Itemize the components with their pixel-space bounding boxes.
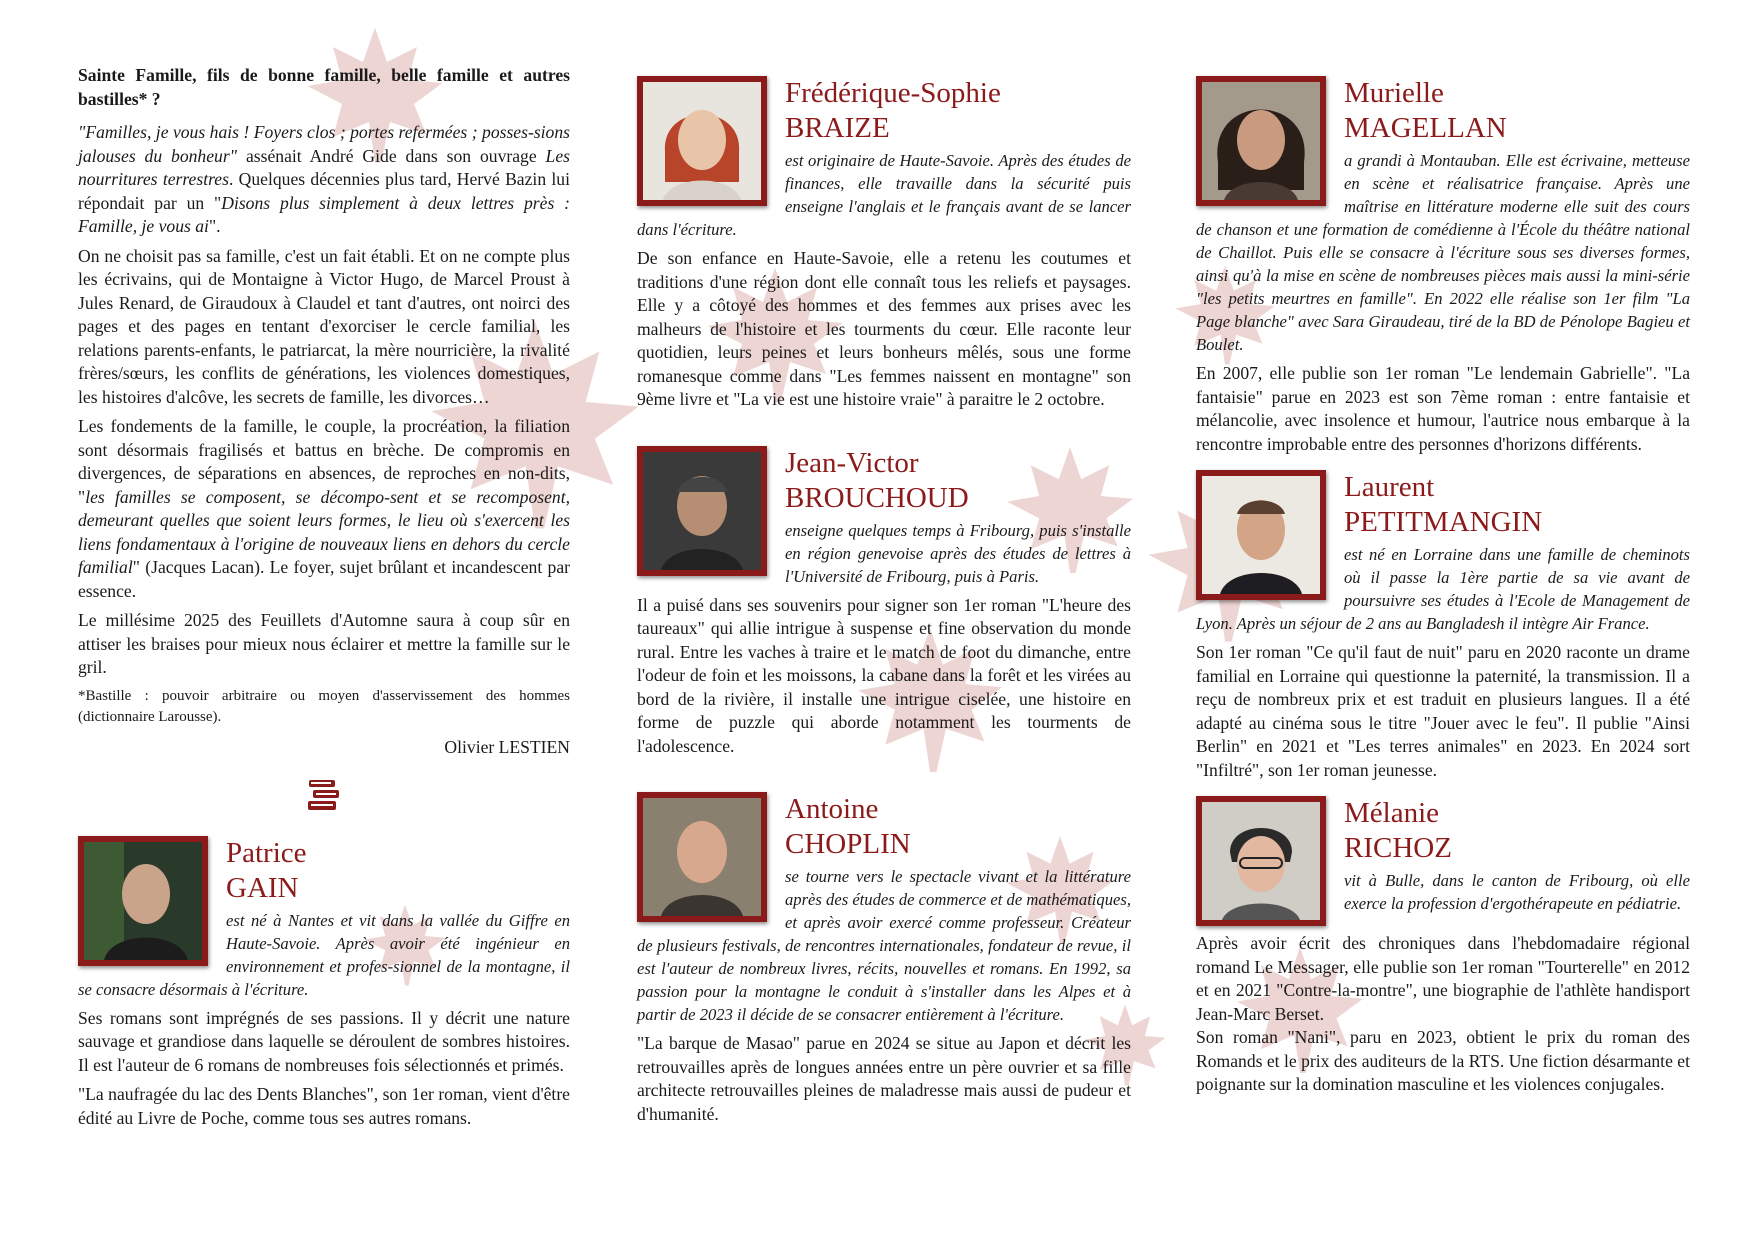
author-photo-richoz xyxy=(1196,796,1326,926)
author-bio-magellan: a grandi à Montauban. Elle est écrivaine, metteuse en scène et réalisatrice française. Après une maîtrise en littérature moderne elle suit des cours de chanson et une formation de comédienne à l'École du théâtre national de Chaillot. Puis elle se consacre à l'écriture sous ses diverses formes, ainsi qu'à la mise en scène de nombreuses pièces mais aussi la mini-série "les petits meurtres en famille". En 2022 elle réalise son 1er film "La Page blanche" avec Sara Giraudeau, tiré de la BD de Pénolope Bagieu et Boulet. xyxy=(1196,151,1690,354)
author-text-brouchoud: Il a puisé dans ses souvenirs pour signer son 1er roman "L'heure des taureaux" qui allie intrigue à suspense et fine observation du monde rural. Entre les vaches à traire et le match de foot du dimanche, entre l'odeur de foin et les moissons, la cabane dans la forêt et les virées au bord de la rivière, il installe une intrigue ciselée, une histoire en forme de puzzle qui aborde notamment les tourments de l'adolescence. xyxy=(637,594,1131,756)
author-bio-petitmangin: est né en Lorraine dans une famille de cheminots où il passe la 1ère partie de sa vie avant de poursuivre ses études à l'Ecole de Management de Lyon. Après un séjour de 2 ans au Bangladesh il intègre Air France. xyxy=(1196,545,1690,633)
author-photo-choplin xyxy=(637,792,767,922)
intro-paragraph-1: "Familles, je vous hais ! Foyers clos ; portes refermées ; posses-sions jalouses du bonheur" assénait André Gide dans son ouvrage Les nourritures terrestres. Quelques décennies plus tard, Hervé Bazin lui répondait par un "Disons plus simplement à deux lettres près : Famille, je vous ai". xyxy=(78,122,570,236)
author-name-magellan: Murielle MAGELLAN xyxy=(1344,77,1507,144)
author-text-richoz-2: Son roman "Nani", paru en 2023, obtient le prix du roman des Romands et le prix des auditeurs de la RTS. Une fiction désarmante et poignante sur la domination masculine et les violences conjugales. xyxy=(1196,1027,1690,1094)
author-photo-petitmangin xyxy=(1196,470,1326,600)
footnote: *Bastille : pouvoir arbitraire ou moyen d'asservissement des hommes (dictionnaire Larousse). xyxy=(78,687,570,725)
author-text-gain: Ses romans sont imprégnés de ses passions. Il y décrit une nature sauvage et grandiose dans laquelle se déroulent de sombres histoires. Il est l'auteur de 6 romans de nombreuses fois sélectionnés et primés. xyxy=(78,1007,570,1075)
author-name-braize: Frédérique-Sophie BRAIZE xyxy=(785,77,1001,144)
author-name-petitmangin: Laurent PETITMANGIN xyxy=(1344,471,1543,538)
author-photo-braize xyxy=(637,76,767,206)
author-richoz xyxy=(1196,796,1690,1097)
author-name-richoz: Mélanie RICHOZ xyxy=(1344,797,1452,864)
author-bio-gain: est né à Nantes et vit dans la vallée du Giffre en Haute-Savoie. Après avoir été ingénieur en environnement et profes-sionnel de la montagne, il se consacre désormais à l'écriture. xyxy=(78,910,570,999)
author-magellan xyxy=(1196,76,1690,456)
intro-paragraph-4: Le millésime 2025 des Feuillets d'Automne saura à coup sûr en attiser les braises pour mieux nous éclairer et mettre la famille sur le gril. xyxy=(78,610,570,677)
author-bio-choplin: se tourne vers le spectacle vivant et la littérature après des études de commerce et de mathématiques, et après avoir exercé comme professeur. Créateur de plusieurs festivals, de rencontres internationales, fondateur de revue, il est l'auteur de nombreux livres, récits, nouvelles et romans. En 1992, sa passion pour la montagne le conduit à s'installer dans les Alpes et à partir de 2023 il décide de se consacrer entièrement à l'écriture. xyxy=(637,867,1131,1024)
intro-paragraph-3: Les fondements de la famille, le couple, la procréation, la filiation sont désormais fragilisés et battus en brèche. De compromis en divergences, de séparations en absences, de reproches en non-dits, "les familles se composent, se décompo-sent et se recomposent, demeurant quelles que soient leurs formes, le lieu où s'exercent les liens fondamentaux à l'origine de nouveaux liens en dehors du cercle familial" (Jacques Lacan). Le foyer, sujet brûlant et incandescent par essence. xyxy=(78,416,570,601)
stack-of-books-icon xyxy=(78,777,570,820)
author-text-choplin: "La barque de Masao" parue en 2024 se situe au Japon et décrit les retrouvailles après de longues années entre un père ouvrier et sa fille architecte retrouvailles pleines de maladresse mais aussi de pudeur et d'humanité. xyxy=(637,1033,1131,1124)
intro-paragraph-2: On ne choisit pas sa famille, c'est un fait établi. Et on ne compte plus les écrivains, qui de Montaigne à Victor Hugo, de Marcel Proust à Jules Renard, de Giraudoux à Claudel et tant d'autres, ont noirci des pages et des pages en tentant d'exorciser le cercle familial, les relations parents-enfants, le patriarcat, la mère nourricière, la rivalité frères/sœurs, les conflits de générations, les violences domestiques, les histoires d'alcôve, les secrets de famille, les divorces… xyxy=(78,245,570,407)
column-right xyxy=(1196,64,1690,1103)
author-name-gain: Patrice GAIN xyxy=(226,836,307,904)
signature: Olivier LESTIEN xyxy=(444,736,570,757)
author-bio-braize: est originaire de Haute-Savoie. Après des études de finances, elle travaille dans la sécurité puis enseigne l'anglais et le français avant de se lancer dans l'écriture. xyxy=(637,151,1131,239)
author-petitmangin xyxy=(1196,470,1690,782)
intro-title: Sainte Famille, fils de bonne famille, belle famille et autres bastilles* ? xyxy=(78,65,570,109)
author-brouchoud xyxy=(637,446,1131,759)
author-bio-richoz: vit à Bulle, dans le canton de Fribourg, où elle exerce la profession d'ergothérapeute en pédiatrie. xyxy=(1344,871,1690,913)
column-middle xyxy=(637,64,1131,1132)
author-text-gain-2: "La naufragée du lac des Dents Blanches", son 1er roman, vient d'être édité au Livre de Poche, comme tous ses autres romans. xyxy=(78,1084,570,1128)
author-photo-gain xyxy=(78,836,208,966)
author-text-richoz: Après avoir écrit des chroniques dans l'hebdomadaire régional romand Le Messager, elle publie son 1er roman "Tourterelle" en 2012 et en 2021 "Contre-la-montre", une biographie de l'athlète handisport Jean-Marc Berset. xyxy=(1196,933,1690,1024)
author-braize xyxy=(637,76,1131,412)
author-text-braize: De son enfance en Haute-Savoie, elle a retenu les coutumes et traditions d'une région dont elle connaît tous les reliefs et paysages. Elle y a côtoyé des hommes et des femmes aux prises avec les malheurs de l'histoire et les tourments du cœur. Elle raconte leur quotidien, leurs peines et leurs bonheurs mêlés, sous une forme romanesque comme dans "Les femmes naissent en montagne" son 9ème livre et "La vie est une histoire vraie" à paraitre le 2 octobre. xyxy=(637,248,1131,409)
author-name-choplin: Antoine CHOPLIN xyxy=(785,793,911,860)
author-photo-magellan xyxy=(1196,76,1326,206)
author-gain xyxy=(78,836,570,1131)
column-left xyxy=(78,64,570,1136)
author-photo-brouchoud xyxy=(637,446,767,576)
author-text-petitmangin: Son 1er roman "Ce qu'il faut de nuit" paru en 2020 raconte un drame familial en Lorraine qui questionne la paternité, la transmission. Il a reçu de nombreux prix et est traduit en plusieurs langues. Il a été adapté au cinéma sous le titre "Jouer avec le feu". Il publie "Ainsi Berlin" en 2021 et "Les terres animales" en 2023. En 2024 sort "Infiltré", son 1er roman jeunesse. xyxy=(1196,642,1690,780)
author-bio-brouchoud: enseigne quelques temps à Fribourg, puis s'installe en région genevoise après des études de lettres à l'Université de Fribourg, puis à Paris. xyxy=(785,520,1131,586)
author-name-brouchoud: Jean-Victor BROUCHOUD xyxy=(785,446,969,514)
author-choplin xyxy=(637,792,1131,1126)
author-text-magellan: En 2007, elle publie son 1er roman "Le lendemain Gabrielle". "La fantaisie" parue en 2023 est son 7ème roman : entre fantaisie et mélancolie, avec insolence et humour, l'autrice nous embarque à la rencontre improbable entre des personnes d'horizons différents. xyxy=(1196,363,1690,454)
